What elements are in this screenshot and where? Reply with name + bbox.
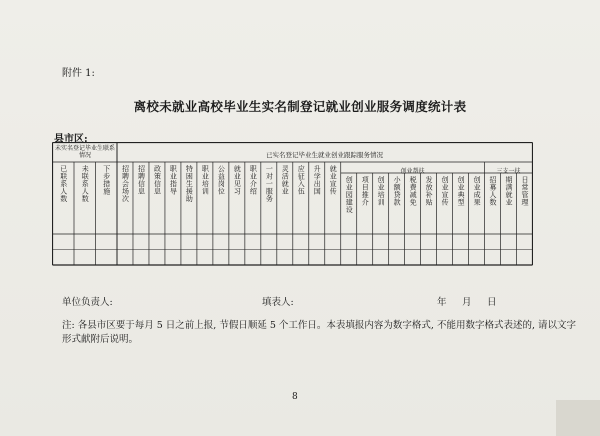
day-label: 日 [487, 297, 497, 308]
column-header: 小额贷款 [393, 176, 402, 206]
column-header: 创业成果 [473, 176, 482, 206]
column-header: 应征入伍 [297, 165, 306, 195]
page-number: 8 [292, 392, 298, 402]
group-registered-header: 已实名登记毕业生就业创业跟踪服务情况 [266, 151, 383, 159]
column-header: 发放补贴 [425, 176, 434, 206]
column-header: 创业典型 [457, 176, 466, 206]
page-title: 离校未就业高校毕业生实名制登记就业创业服务调度统计表 [133, 99, 467, 114]
filler-label: 填表人: [262, 297, 294, 308]
scan-edge-shadow [556, 400, 600, 436]
column-header: 就业见习 [233, 165, 242, 195]
column-header: 政策信息 [153, 165, 162, 195]
column-header: 下步措施 [102, 165, 111, 195]
column-header: 就业宣传 [329, 165, 338, 195]
column-header: 职业指导 [169, 165, 178, 195]
attachment-label: 附件 1: [62, 68, 95, 79]
column-header: 一对一服务 [265, 165, 274, 203]
column-header: 创业宣传 [441, 176, 450, 206]
column-header: 创业园建设 [345, 176, 354, 214]
column-header: 灵活就业 [281, 165, 290, 195]
column-header: 招募人数 [489, 176, 498, 206]
column-header: 特困生援助 [185, 165, 194, 203]
column-header: 日常管理 [521, 176, 529, 206]
subgroup-startup-header: 创业帮扶 [400, 168, 425, 175]
subgroup-three-header: 三支一扶 [496, 168, 521, 175]
column-header: 招聘会场次 [121, 165, 130, 203]
group-unregistered-header: 未实名登记毕业生联系情况 [54, 145, 115, 159]
column-header: 职业培训 [201, 165, 210, 195]
statistics-table [52, 142, 533, 266]
unit-head-label: 单位负责人: [62, 297, 113, 308]
column-header: 未联系人数 [81, 165, 90, 203]
column-header: 税费减免 [409, 176, 418, 206]
year-label: 年 [437, 297, 447, 308]
column-header: 升学出国 [313, 165, 322, 195]
column-header: 职业介绍 [249, 165, 258, 195]
column-header: 招聘信息 [137, 165, 146, 195]
column-header: 创业培训 [377, 176, 386, 206]
column-header: 项目推介 [361, 176, 370, 206]
footnote: 注: 各县市区要于每月 5 日之前上报, 节假日顺延 5 个工作日。本表填报内容为数字格式, 不能用数字格式表述的, 请以文字形式献附后说明。 [62, 320, 577, 345]
county-label: 县市区: [54, 134, 88, 145]
column-header: 期满就业 [505, 176, 514, 206]
month-label: 月 [462, 297, 472, 308]
column-header: 已联系人数 [59, 165, 68, 203]
column-header: 公益岗位 [217, 165, 226, 195]
